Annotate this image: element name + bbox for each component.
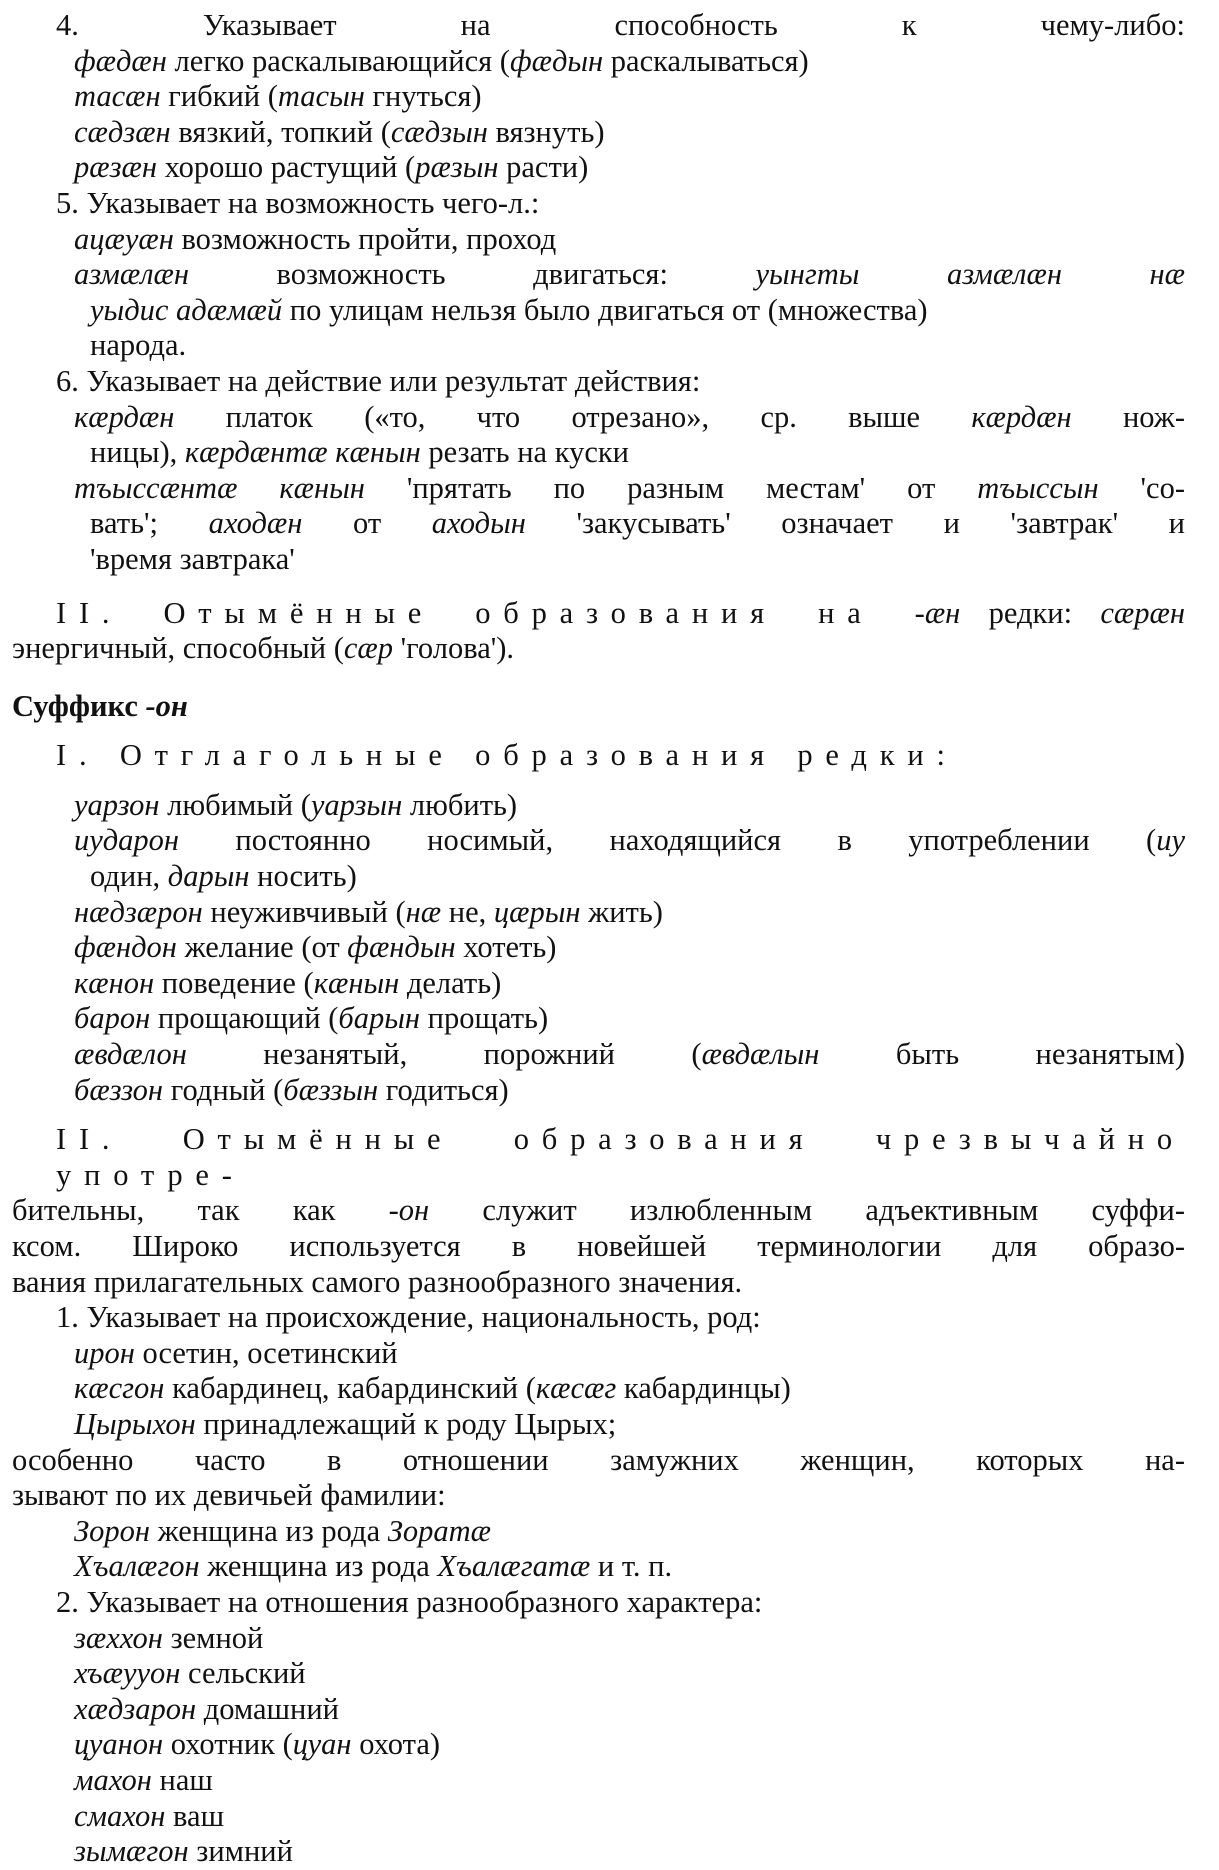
- item-5-heading: 5. Указывает на возможность чего-л.:: [56, 185, 540, 220]
- example-line: махон наш: [74, 1762, 213, 1797]
- example-line: фæдæн легко раскалывающийся (фæдын раскалываться): [74, 43, 809, 78]
- example-line: хæдзарон домашний: [74, 1691, 339, 1726]
- example-line: тасæн гибкий (тасын гнуться): [74, 79, 482, 114]
- example-line: зымæгон зимний: [74, 1834, 293, 1869]
- paragraph-line: энергичный, способный (сæр 'голова').: [12, 631, 515, 666]
- example-line: Зорон женщина из рода Зоратæ: [74, 1513, 491, 1548]
- example-line: иударон постоянно носимый, находящийся в употреблении (иу: [74, 823, 1185, 858]
- example-line: уарзон любимый (уарзын любить): [74, 787, 518, 822]
- item-2-heading: 2. Указывает на отношения разнообразного характера:: [56, 1584, 763, 1619]
- example-line: тъыссæнтæ кæнын 'прятать по разным местам' от тъыссын 'со-: [74, 470, 1185, 505]
- example-line: барон прощающий (барын прощать): [74, 1001, 549, 1036]
- example-line: зæххон земной: [74, 1620, 264, 1655]
- example-line: бæззон годный (бæззын годиться): [74, 1072, 509, 1107]
- example-line: ирон осетин, осетинский: [74, 1335, 398, 1370]
- example-line: азмæлæн возможность двигаться: уынгты азмæлæн нæ: [74, 257, 1185, 292]
- paragraph-line: ксом. Широко используется в новейшей терминологии для образо-: [12, 1229, 1185, 1263]
- example-continuation: уыдис адæмæй по улицам нельзя было двигаться от (множества): [90, 292, 928, 327]
- paragraph-line: особенно часто в отношении замужних женщин, которых на-: [12, 1442, 1185, 1477]
- example-continuation: народа.: [90, 328, 187, 363]
- example-continuation: 'время завтрака': [90, 541, 295, 576]
- example-continuation: вать'; аходæн от аходын 'закусывать' означает и 'завтрак' и: [90, 506, 1185, 541]
- suffix-on-heading: Суффикс -он: [12, 688, 188, 723]
- example-line: рæзæн хорошо растущий (рæзын расти): [74, 150, 589, 185]
- section-ii-denominal-on: II. Отымённые образования чрезвычайно употре-: [56, 1122, 1185, 1192]
- item-6-heading: 6. Указывает на действие или результат действия:: [56, 363, 701, 398]
- example-line: кæрдæн платок («то, что отрезано», ср. выше кæрдæн нож-: [74, 399, 1185, 434]
- paragraph-line: зывают по их девичьей фамилии:: [12, 1478, 446, 1513]
- example-continuation: ницы), кæрдæнтæ кæнын резать на куски: [90, 435, 630, 470]
- example-line: сæдзæн вязкий, топкий (сæдзын вязнуть): [74, 114, 605, 149]
- item-4-heading: 4. Указывает на способность к чему-либо:: [56, 8, 1185, 42]
- example-line: ацæуæн возможность пройти, проход: [74, 221, 557, 256]
- example-line: фæндон желание (от фæндын хотеть): [74, 930, 557, 965]
- section-ii-denominal-an: II. Отымённые образования на -æн редки: сæрæн: [56, 595, 1185, 630]
- example-line: хъæууон сельский: [74, 1656, 306, 1691]
- example-line: нæдзæрон неуживчивый (нæ не, цæрын жить): [74, 894, 663, 929]
- example-line: цуанон охотник (цуан охота): [74, 1727, 441, 1762]
- item-1-heading: 1. Указывает на происхождение, национальность, род:: [56, 1300, 761, 1335]
- example-continuation: один, дарын носить): [90, 859, 357, 894]
- example-line: Хъалæгон женщина из рода Хъалæгатæ и т. п.: [74, 1549, 673, 1584]
- example-line: кæнон поведение (кæнын делать): [74, 965, 502, 1000]
- paragraph-line: вания прилагательных самого разнообразного значения.: [12, 1264, 743, 1299]
- example-line: Цырыхон принадлежащий к роду Цырых;: [74, 1406, 617, 1441]
- example-line: æвдæлон незанятый, порожний (æвдæлын быть незанятым): [74, 1037, 1185, 1072]
- example-line: смахон ваш: [74, 1798, 225, 1833]
- paragraph-line: бительны, так как -он служит излюбленным адъективным суффи-: [12, 1193, 1185, 1228]
- example-line: кæсгон кабардинец, кабардинский (кæсæг кабардинцы): [74, 1371, 791, 1406]
- section-i-deverbal: I. Отглагольные образования редки:: [56, 738, 958, 773]
